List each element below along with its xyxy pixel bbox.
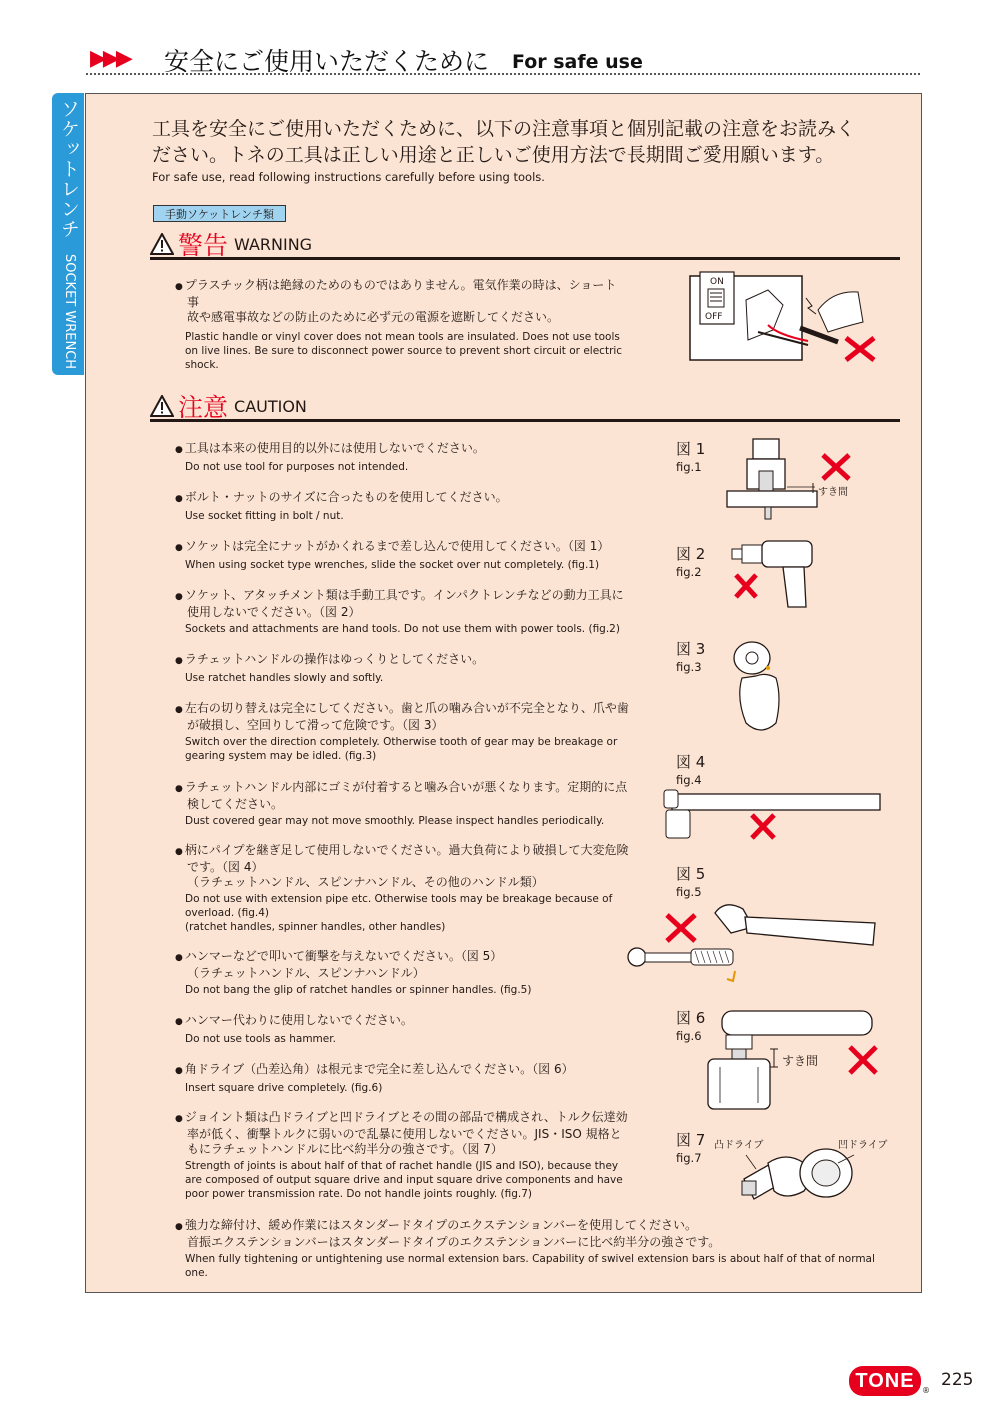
figure-label: 図 4 fig.4	[676, 753, 706, 787]
intro-text-en: For safe use, read following instructions carefully before using tools.	[152, 170, 545, 184]
caution-item: ● ラチェットハンドルの操作はゆっくりとしてください。 Use ratchet handles slowly and softly.	[175, 652, 625, 685]
caution-item: ● ラチェットハンドル内部にゴミが付着すると噛み合いが悪くなります。定期的に点 検してください。 Dust covered gear may not move smoothly. Please inspect handles periodically.	[175, 780, 635, 828]
figure-label: 図 1 fig.1	[676, 440, 706, 474]
fig5-hammer-illustration	[625, 893, 885, 988]
side-tab-label-en: SOCKET WRENCH	[62, 254, 77, 370]
page-title: 安全にご使用いただくために	[164, 47, 490, 76]
fig3-ratchet-hand-illustration	[728, 638, 798, 738]
intro-text: 工具を安全にご使用いただくために、以下の注意事項と個別記載の注意をお読みく ださい。トネの工具は正しい用途と正しいご使用方法で長期間ご愛用願います。	[152, 118, 856, 166]
figure-label: 図 5 fig.5	[676, 865, 706, 899]
caution-item: ● 工具は本来の使用目的以外には使用しないでください。 Do not use tool for purposes not intended.	[175, 441, 625, 474]
header-divider	[86, 73, 920, 75]
svg-text:すき間: すき間	[818, 487, 848, 498]
electrical-hazard-illustration	[688, 270, 883, 365]
side-tab[interactable]	[52, 93, 84, 375]
fig6-square-drive-illustration	[700, 1007, 885, 1112]
svg-text:すき間: すき間	[782, 1054, 819, 1068]
warning-item: ● プラスチック柄は絶縁のためのものではありません。電気作業の時は、ショート事 故や感電事故などの防止のために必ず元の電源を遮断してください。 Plastic handle or vinyl cover does not mean tools are insulated. Does not use tools on live lines. Be sure to disconnect power source to prevent short circuit or electric shock.	[175, 278, 625, 372]
fig4-extension-pipe-illustration	[660, 780, 885, 842]
figure-label: 図 7 fig.7	[676, 1131, 706, 1165]
category-tag: 手動ソケットレンチ類	[153, 205, 286, 222]
warning-triangle-icon	[150, 233, 174, 255]
caution-item: ● ハンマーなどで叩いて衝撃を与えないでください。（図 5） （ラチェットハンドル、スピンナハンドル） Do not bang the glip of ratchet handles or spinner handles. (fig.5)	[175, 949, 625, 997]
caution-item: ● ボルト・ナットのサイズに合ったものを使用してください。 Use socket fitting in bolt / nut.	[175, 490, 625, 523]
figure-label: 図 3 fig.3	[676, 640, 706, 674]
fig2-impact-wrench-illustration	[728, 535, 823, 617]
warning-heading: 警告 WARNING	[150, 226, 312, 262]
svg-text:凹ドライブ: 凹ドライブ	[838, 1140, 888, 1151]
page-number: 225	[941, 1370, 974, 1390]
caution-item: ● ソケットは完全にナットがかくれるまで差し込んで使用してください。（図 1） When using socket type wrenches, slide the socket over nut completely. (fig.1)	[175, 539, 625, 572]
figure-label: 図 2 fig.2	[676, 545, 706, 579]
caution-item: ● ジョイント類は凸ドライブと凹ドライブとその間の部品で構成され、トルク伝達効 率が低く、衝撃トルクに弱いので乱暴に使用しないでください。JIS・ISO 規格と もにラチェットハンドルに比べ約半分の強さです。（図 7） Strength of joints is about half of that of rachet handle (JIS and ISO), because they are composed of output square drive and input square drive components and have poor power transmission rate. Do not handle joints roughly. (fig.7)	[175, 1110, 635, 1201]
figure-label: 図 6 fig.6	[676, 1009, 706, 1043]
caution-item: ● 左右の切り替えは完全にしてください。歯と爪の噛み合いが不完全となり、爪や歯 が破損し、空回りして滑って危険です。（図 3） Switch over the direction completely. Otherwise tooth of gear may be breakage or gearing system may be idled. (fig.3)	[175, 701, 635, 763]
caution-item: ● 柄にパイプを継ぎ足して使用しないでください。過大負荷により破損して大変危険 です。（図 4） （ラチェットハンドル、スピンナハンドル、その他のハンドル類） Do not use with extension pipe etc. Otherwise tools may be breakage because of overload. (fig.4) (ratchet handles, spinner handles, other handles)	[175, 843, 635, 934]
caution-triangle-icon	[150, 395, 174, 417]
page-title-en: For safe use	[512, 51, 643, 73]
caution-heading: 注意 CAUTION	[150, 388, 307, 424]
svg-text:凸ドライブ: 凸ドライブ	[714, 1140, 764, 1151]
side-tab-label: ソケットレンチ	[58, 99, 80, 239]
fig7-universal-joint-illustration	[708, 1133, 898, 1213]
caution-item: ● ソケット、アタッチメント類は手動工具です。インパクトレンチなどの動力工具に 使用しないでください。（図 2） Sockets and attachments are hand tools. Do not use them with power tools. (fig.2)	[175, 588, 635, 636]
header-arrows: ▶▶▶	[90, 46, 129, 71]
registered-mark: ®	[922, 1386, 930, 1395]
tone-logo: TONE	[849, 1366, 921, 1396]
svg-text:ON: ON	[710, 277, 724, 287]
fig1-socket-illustration	[725, 437, 865, 522]
warning-rule	[150, 257, 900, 260]
caution-item: ● ハンマー代わりに使用しないでください。 Do not use tools as hammer.	[175, 1013, 625, 1046]
caution-item: ● 強力な締付け、緩め作業にはスタンダードタイプのエクステンションバーを使用してください。 首振エクステンションバーはスタンダードタイプのエクステンションバーに比べ約半分の強さです。 When fully tightening or untightening use normal extension bars. Capability of swivel extension bars is about half of that of normal one.	[175, 1218, 895, 1280]
svg-text:OFF: OFF	[705, 312, 723, 322]
caution-item: ● 角ドライブ（凸差込角）は根元まで完全に差し込んでください。（図 6） Insert square drive completely. (fig.6)	[175, 1062, 625, 1095]
caution-rule	[150, 419, 900, 422]
